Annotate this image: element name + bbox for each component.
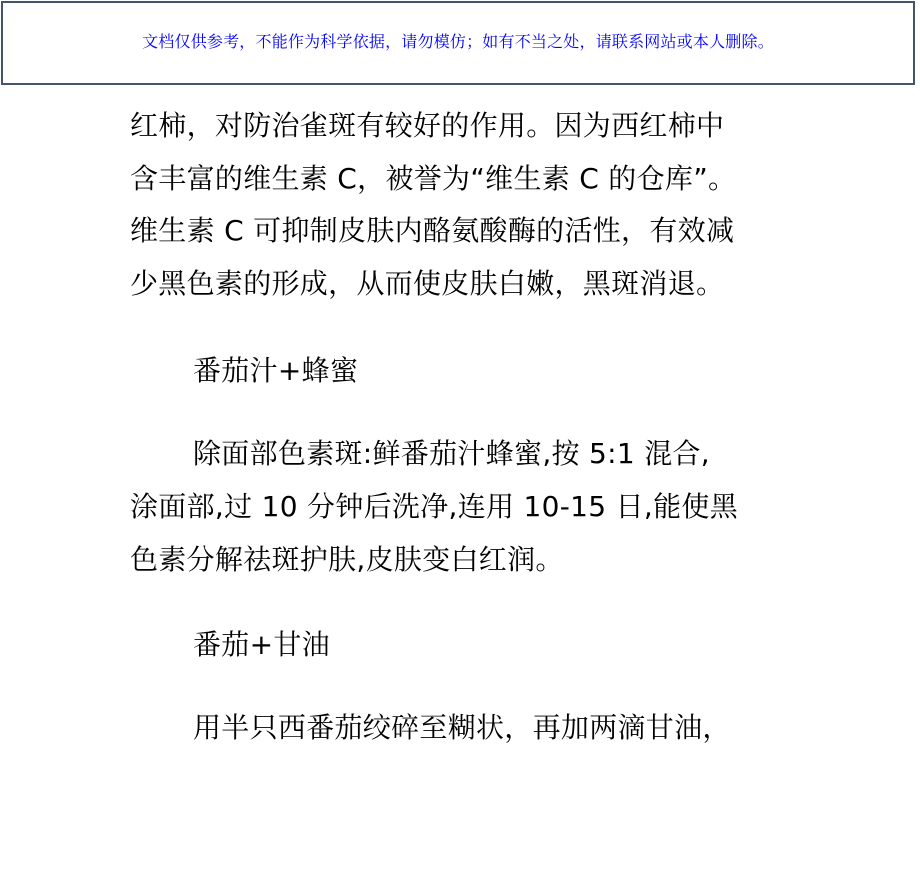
paragraph-line: 含丰富的维生素 C，被誉为“维生素 C 的仓库”。 [130,162,737,195]
paragraph-line: 涂面部,过 10 分钟后洗净,连用 10-15 日,能使黑 [130,490,738,523]
paragraph-line: 用半只西番茄绞碎至糊状，再加两滴甘油， [193,711,731,744]
section-heading: 番茄+甘油 [193,628,330,661]
section-heading: 番茄汁+蜂蜜 [193,354,359,387]
paragraph-line: 除面部色素斑:鲜番茄汁蜂蜜,按 5:1 混合, [193,437,710,470]
paragraph-line: 红柿，对防治雀斑有较好的作用。因为西红柿中 [130,109,725,142]
disclaimer-text: 文档仅供参考，不能作为科学依据，请勿模仿；如有不当之处，请联系网站或本人删除。 [142,31,774,51]
paragraph-line: 色素分解祛斑护肤,皮肤变白红润。 [130,543,564,576]
paragraph-line: 维生素 C 可抑制皮肤内酪氨酸酶的活性，有效减 [130,214,735,247]
paragraph-line: 少黑色素的形成，从而使皮肤白嫩，黑斑消退。 [130,267,725,300]
